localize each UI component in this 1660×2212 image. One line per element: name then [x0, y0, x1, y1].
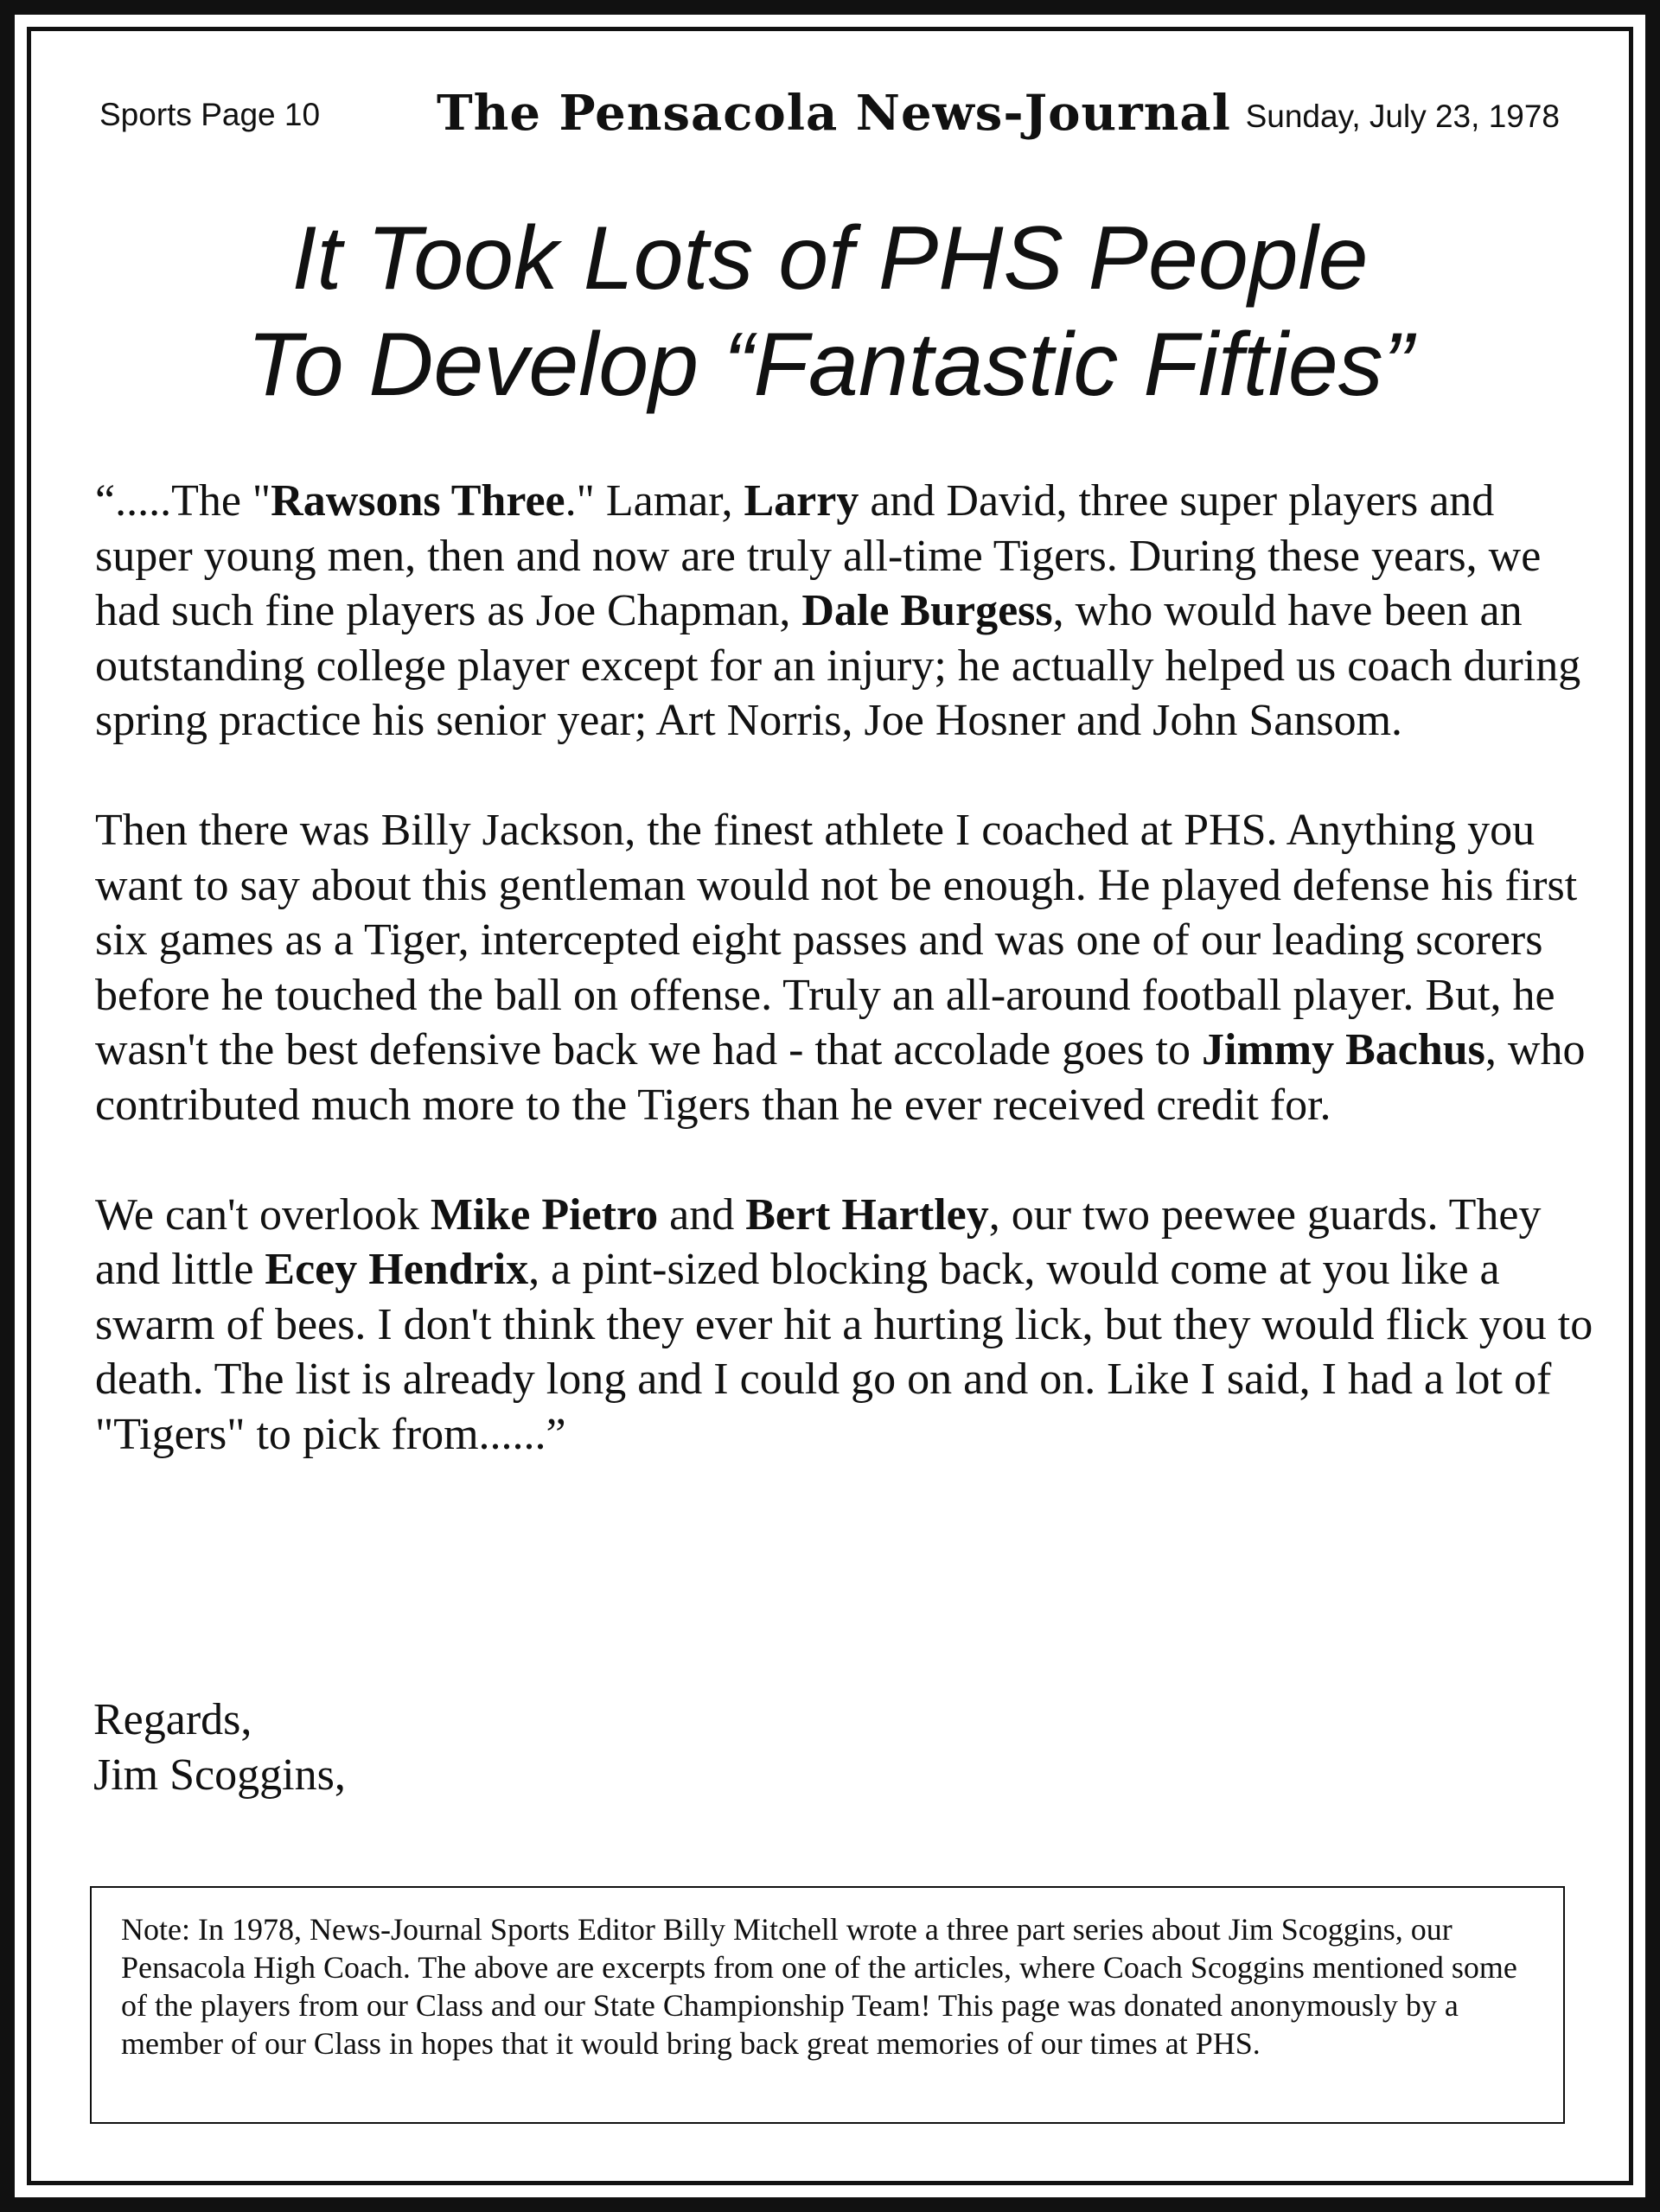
text-run: “.....The "	[95, 476, 271, 526]
text-run: , a pint-sized blocking back, would come at you like a swarm of bees. I don't think they ever hit a hurting lick, but they would flick you to death. The list is already long and I could go on and on. Like I said, I had a lot of "Tigers" to pick from......”	[95, 1245, 1593, 1459]
player-name: Jimmy Bachus	[1202, 1025, 1485, 1074]
text-run: , who would have been an outstanding college player except for an injury; he actually helped us coach during spring practice his senior year; Art Norris, Joe Hosner and John Sansom.	[95, 586, 1581, 745]
text-run: , our two peewee guards. They and little	[95, 1189, 1542, 1294]
text-run: and David, three super players and super young men, then and now are truly all-time Tigers. During these years, we had such fine players as Joe Chapman,	[95, 476, 1542, 635]
article-body	[95, 474, 1599, 1517]
text-run: Then there was Billy Jackson, the finest athlete I coached at PHS. Anything you want to say about this gentleman would not be enough. He played defense his first six games as a Tiger, intercepted eight passes and was one of our leading scorers before he touched the ball on offense. Truly an all-around football player. But, he wasn't the best defensive back we had - that accolade goes to	[95, 806, 1578, 1074]
newspaper-name: The Pensacola News-Journal	[437, 85, 1231, 142]
note-box	[90, 1886, 1565, 2124]
closing: Regards,	[93, 1695, 252, 1744]
paragraph-1	[95, 474, 1599, 749]
text-run: We can't overlook	[95, 1189, 431, 1240]
headline	[0, 206, 1660, 418]
player-name: Rawsons Three	[271, 476, 565, 526]
text-run: and	[658, 1189, 746, 1240]
paragraph-3	[95, 1188, 1599, 1463]
issue-date: Sunday, July 23, 1978	[1245, 99, 1560, 134]
player-name: Mike Pietro	[430, 1189, 659, 1240]
note-text: Note: In 1978, News-Journal Sports Editor Billy Mitchell wrote a three part series about Jim Scoggins, our Pensacola High Coach. The above are excerpts from one of the articles, where Coach Scoggins mentioned some of the players from our Class and our State Championship Team! This page was donated anonymously by a member of our Class in hopes that it would bring back great memories of our times at PHS.	[121, 1912, 1517, 2061]
player-name: Larry	[744, 476, 859, 526]
author-name: Jim Scoggins,	[93, 1750, 346, 1800]
headline-line-2: To Develop “Fantastic Fifties”	[246, 315, 1414, 415]
player-name: Ecey Hendrix	[265, 1245, 529, 1294]
masthead	[52, 85, 1608, 154]
text-run: , who contributed much more to the Tigers than he ever received credit for.	[95, 1025, 1586, 1130]
paragraph-2	[95, 803, 1599, 1132]
player-name: Bert Hartley	[745, 1189, 989, 1240]
signoff	[93, 1692, 346, 1802]
player-name: Dale Burgess	[801, 586, 1053, 635]
section-label: Sports Page 10	[99, 97, 321, 132]
text-run: ." Lamar,	[565, 476, 744, 526]
headline-line-1: It Took Lots of PHS People	[291, 208, 1369, 309]
